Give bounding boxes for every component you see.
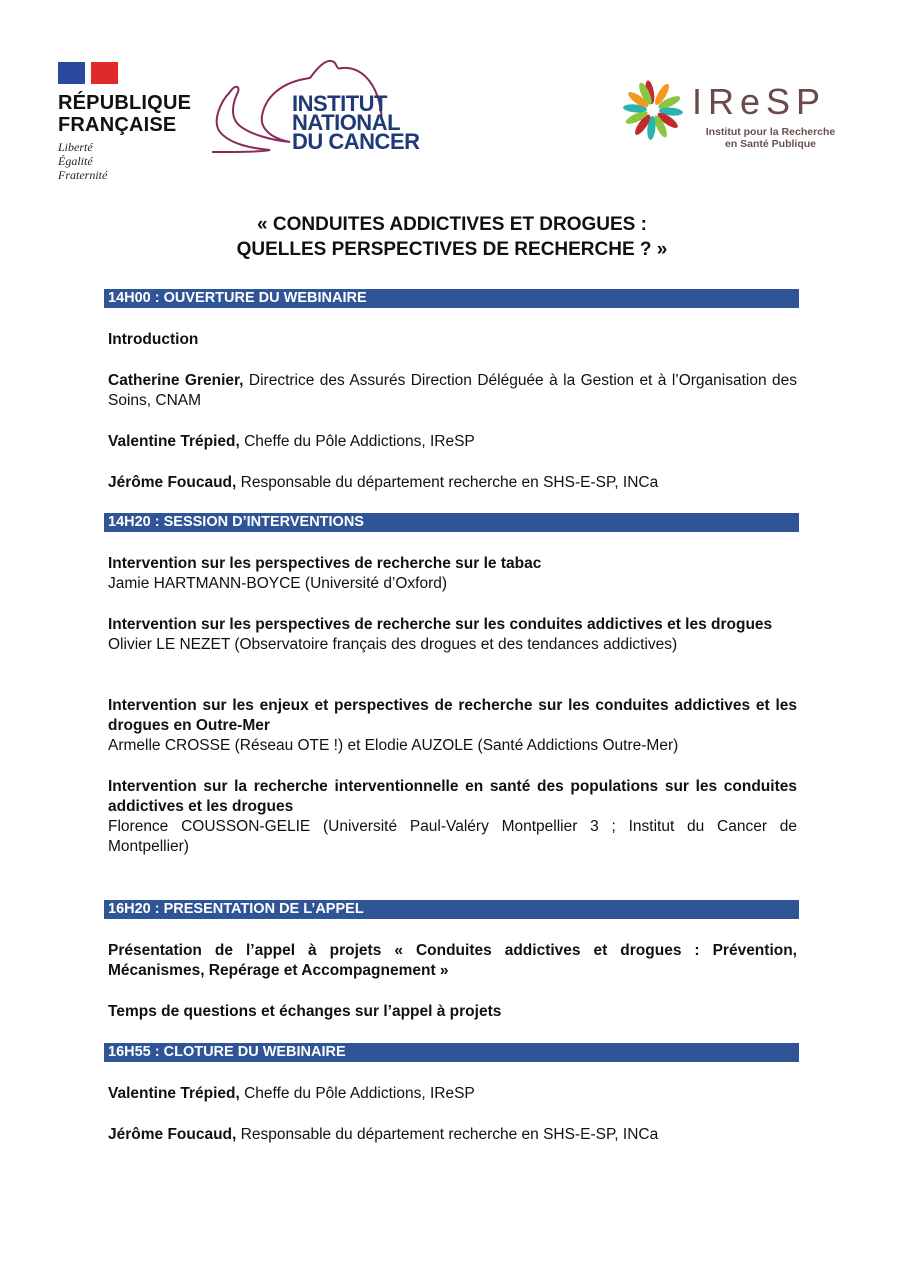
rf-name-line1: RÉPUBLIQUE xyxy=(58,92,192,114)
speaker-role: Responsable du département recherche en SHS-E-SP, INCa xyxy=(236,474,659,491)
speaker-name: Jérôme Foucaud, xyxy=(108,474,237,491)
speaker-role: Cheffe du Pôle Addictions, IReSP xyxy=(239,1085,475,1102)
iresp-logo xyxy=(618,78,858,158)
speaker-name: Jérôme Foucaud, xyxy=(108,1126,237,1143)
speaker-role: Cheffe du Pôle Addictions, IReSP xyxy=(239,433,475,450)
speaker-role: Directrice des Assurés Direction Déléguée à la Gestion et à l’Organisation des Soins, CNAM xyxy=(108,372,797,409)
item-title: Intervention sur les perspectives de recherche sur les conduites addictives et les drogues xyxy=(108,616,773,633)
speaker-name: Valentine Trépied, xyxy=(108,433,240,450)
agenda-item xyxy=(108,371,797,411)
speaker-name: Catherine Grenier, xyxy=(108,372,244,389)
rf-name-line2: FRANÇAISE xyxy=(58,114,177,136)
agenda-item xyxy=(108,1084,797,1104)
item-speaker: Armelle CROSSE (Réseau OTE !) et Elodie AUZOLE (Santé Addictions Outre-Mer) xyxy=(108,737,679,754)
section-header-opening: 14H00 : OUVERTURE DU WEBINAIRE xyxy=(104,289,799,308)
republique-francaise-logo xyxy=(58,62,208,182)
agenda-item xyxy=(108,330,797,350)
item-title: Intervention sur la recherche interventionnelle en santé des populations sur les conduites addictives et les drogues xyxy=(108,778,797,815)
motto-liberte: Liberté xyxy=(58,140,93,154)
inca-line1: INSTITUT xyxy=(292,91,387,116)
agenda-item xyxy=(108,615,797,655)
inca-logo xyxy=(210,52,430,164)
marianne-flag-icon xyxy=(58,62,118,84)
rf-motto xyxy=(58,140,208,182)
section-header-closing: 16H55 : CLOTURE DU WEBINAIRE xyxy=(104,1043,799,1062)
iresp-subtitle-line2: en Santé Publique xyxy=(724,138,816,150)
item-speaker: Olivier LE NEZET (Observatoire français des drogues et des tendances addictives) xyxy=(108,636,678,653)
agenda-item xyxy=(108,554,797,594)
iresp-subtitle-line1: Institut pour la Recherche xyxy=(705,126,836,138)
agenda-item xyxy=(108,777,797,857)
title-line2: QUELLES PERSPECTIVES DE RECHERCHE ? » xyxy=(236,239,668,260)
item-speaker: Florence COUSSON-GELIE (Université Paul-Valéry Montpellier 3 ; Institut du Cancer de Montpellier) xyxy=(108,818,797,855)
item-speaker: Jamie HARTMANN-BOYCE (Université d’Oxford) xyxy=(108,575,448,592)
title-line1: « CONDUITES ADDICTIVES ET DROGUES : xyxy=(257,214,647,235)
agenda-item xyxy=(108,1002,797,1022)
document-title xyxy=(0,212,904,262)
iresp-name: IReSP xyxy=(692,81,827,122)
item-title: Présentation de l’appel à projets « Conduites addictives et drogues : Prévention, Mécanismes, Repérage et Accompagnement » xyxy=(108,942,797,979)
inca-line3: DU CANCER xyxy=(292,129,420,154)
agenda-item xyxy=(108,432,797,452)
motto-egalite: Égalité xyxy=(58,154,93,168)
item-title: Intervention sur les perspectives de recherche sur le tabac xyxy=(108,555,542,572)
iresp-flower-icon xyxy=(618,78,688,148)
motto-fraternite: Fraternité xyxy=(58,168,108,182)
item-title: Temps de questions et échanges sur l’appel à projets xyxy=(108,1003,502,1020)
section-header-interventions: 14H20 : SESSION D’INTERVENTIONS xyxy=(104,513,799,532)
inca-line2: NATIONAL xyxy=(292,110,401,135)
speaker-role: Responsable du département recherche en SHS-E-SP, INCa xyxy=(236,1126,659,1143)
item-title: Intervention sur les enjeux et perspectives de recherche sur les conduites addictives et les drogues en Outre-Mer xyxy=(108,697,797,734)
section-header-presentation: 16H20 : PRESENTATION DE L’APPEL xyxy=(104,900,799,919)
item-title: Introduction xyxy=(108,331,199,348)
agenda-item xyxy=(108,941,797,981)
agenda-item xyxy=(108,1125,797,1145)
agenda-item xyxy=(108,473,797,493)
speaker-name: Valentine Trépied, xyxy=(108,1085,240,1102)
agenda-item xyxy=(108,696,797,756)
